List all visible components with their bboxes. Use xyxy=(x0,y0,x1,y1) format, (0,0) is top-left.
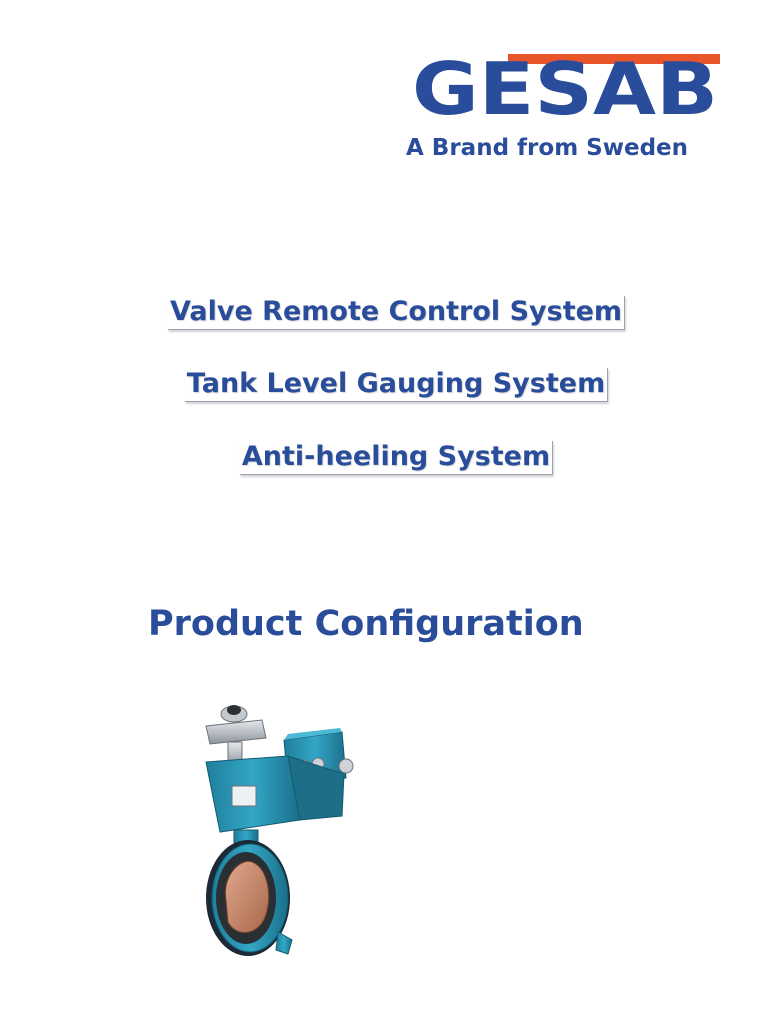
product-configuration-heading: Product Configuration xyxy=(148,604,584,644)
system-label: Tank Level Gauging System xyxy=(185,368,608,402)
logo-wordmark: GESAB xyxy=(412,52,718,116)
gesab-logo-graphic xyxy=(412,52,722,116)
system-heading-tank-level-gauging xyxy=(0,368,768,402)
butterfly-valve-image xyxy=(192,700,362,962)
system-heading-valve-remote-control xyxy=(0,296,768,330)
brand-tagline: A Brand from Sweden xyxy=(406,135,689,161)
system-label: Anti-heeling System xyxy=(240,441,553,475)
butterfly-valve-actuator-icon xyxy=(192,700,362,962)
system-label: Valve Remote Control System xyxy=(168,296,625,330)
brand-logo xyxy=(412,52,722,116)
system-heading-anti-heeling xyxy=(0,441,768,475)
